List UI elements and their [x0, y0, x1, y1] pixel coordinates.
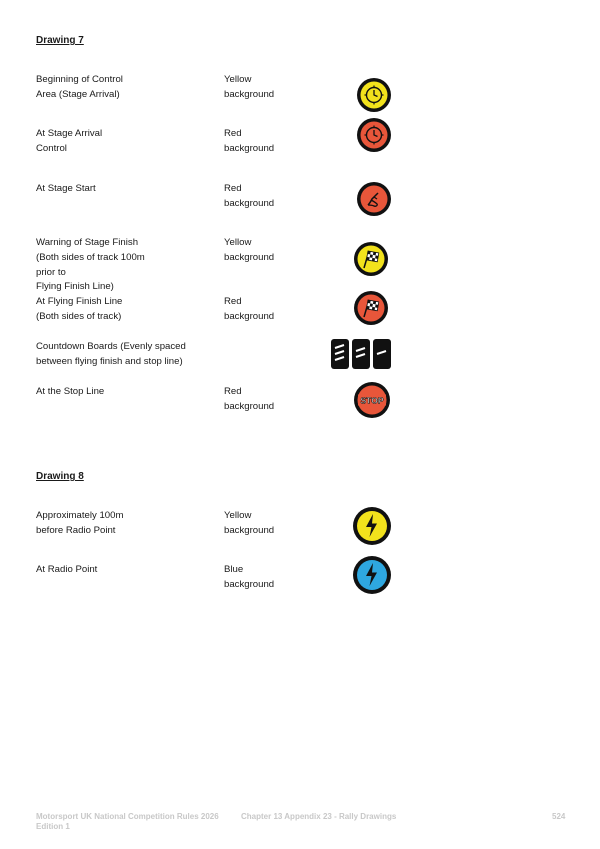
row-description: Warning of Stage Finish (Both sides of track 100m prior to Flying Finish Line) [36, 237, 145, 293]
background-colour-label: Red background [224, 296, 275, 322]
stop-sign-text: STOP [360, 395, 384, 406]
background-colour-label: Yellow background [224, 510, 275, 536]
row-description: At Radio Point [36, 564, 98, 575]
row-description: Countdown Boards (Evenly spaced between flying finish and stop line) [36, 341, 186, 367]
background-colour-label: Blue background [224, 564, 275, 590]
row-description: At the Stop Line [36, 386, 105, 397]
footer-rules-title: Motorsport UK National Competition Rules 2026 Edition 1 [36, 812, 219, 831]
red-flag-hand-sign-icon [356, 181, 392, 217]
row-description: Beginning of Control Area (Stage Arrival) [36, 74, 123, 100]
background-colour-label: Red background [224, 183, 275, 209]
background-colour-label: Yellow background [224, 237, 275, 263]
page-number: 524 [552, 812, 566, 821]
yellow-clock-sign-icon [356, 77, 392, 113]
yellow-radio-point-sign-icon [352, 506, 392, 546]
blue-radio-point-sign-icon [352, 555, 392, 595]
yellow-chequered-flag-sign-icon [353, 241, 389, 277]
red-clock-sign-icon [356, 117, 392, 153]
background-colour-label: Red background [224, 386, 275, 412]
row-description: At Stage Arrival Control [36, 128, 103, 154]
red-chequered-flag-sign-icon [353, 290, 389, 326]
row-description: Approximately 100m before Radio Point [36, 510, 124, 536]
row-description: At Stage Start [36, 183, 96, 194]
background-colour-label: Yellow background [224, 74, 275, 100]
drawing-7-heading: Drawing 7 [36, 35, 84, 46]
red-stop-sign-icon [353, 381, 391, 419]
countdown-boards-icon [330, 337, 392, 371]
drawing-8-heading: Drawing 8 [36, 471, 84, 482]
footer-chapter: Chapter 13 Appendix 23 - Rally Drawings [241, 812, 397, 821]
background-colour-label: Red background [224, 128, 275, 154]
row-description: At Flying Finish Line (Both sides of track) [36, 296, 123, 322]
